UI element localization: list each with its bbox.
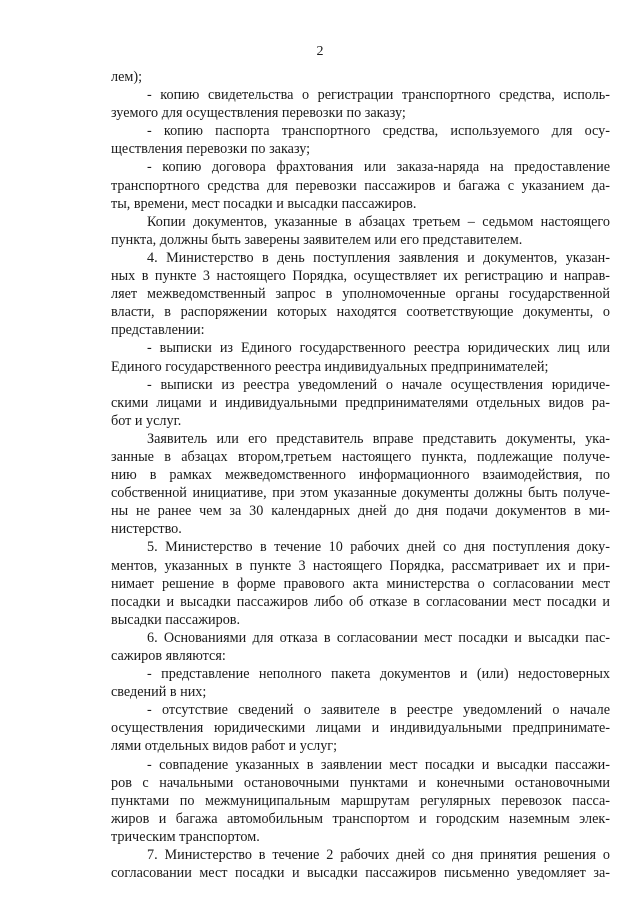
paragraph-line: транспортного средства для перевозки пассажиров и багажа с указанием да- <box>111 177 610 194</box>
paragraph-line: Заявитель или его представитель вправе представить документы, ука- <box>147 430 610 447</box>
paragraph-line: ментов, указанных в пункте 3 настоящего Порядка, рассматривает их и при- <box>111 557 610 574</box>
paragraph-line: - копию свидетельства о регистрации транспортного средства, исполь- <box>147 87 610 104</box>
paragraph <box>111 430 610 539</box>
paragraph-line: ных в пункте 3 настоящего Порядка, осуществляет их регистрацию и направ- <box>111 268 610 285</box>
paragraph-line: нимает решение в форме правового акта министерства о согласовании мест <box>111 575 610 592</box>
paragraph-line: 7. Министерство в течение 2 рабочих дней со дня принятия решения о <box>147 847 610 864</box>
paragraph-line: зуемого для осуществления перевозки по заказу; <box>111 105 406 122</box>
paragraph-line: Единого государственного реестра индивидуальных предпринимателей; <box>111 358 549 375</box>
paragraph-line: - копию паспорта транспортного средства, используемого для осу- <box>147 123 610 140</box>
paragraph <box>111 158 610 212</box>
paragraph <box>111 701 610 755</box>
paragraph-line: пунктами по межмуниципальным маршрутам регулярных перевозок пасса- <box>111 792 610 809</box>
paragraph-line: - отсутствие сведений о заявителе в реестре уведомлений о начале <box>147 702 610 719</box>
paragraph <box>111 213 610 249</box>
paragraph-line: пункта, должны быть заверены заявителем или его представителем. <box>111 231 523 248</box>
paragraph-line: согласовании мест посадки и высадки пассажиров письменно уведомляет за- <box>111 865 610 882</box>
paragraph-line: 4. Министерство в день поступления заявления и документов, указан- <box>147 249 610 266</box>
paragraph-line: бот и услуг. <box>111 412 182 429</box>
paragraph-line: ны не ранее чем за 30 календарных дней до дня подачи документов в ми- <box>111 503 610 520</box>
paragraph-line: 6. Основаниями для отказа в согласовании мест посадки и высадки пас- <box>147 629 610 646</box>
paragraph-line: - совпадение указанных в заявлении мест посадки и высадки пассажи- <box>147 756 610 773</box>
paragraph-line: сажиров являются: <box>111 648 226 664</box>
paragraph <box>111 629 610 665</box>
paragraph <box>111 376 610 430</box>
document-body <box>111 68 610 882</box>
paragraph <box>111 122 610 158</box>
paragraph-line: трическим транспортом. <box>111 828 260 845</box>
paragraph <box>111 665 610 701</box>
paragraph <box>111 86 610 122</box>
paragraph-line: нистерство. <box>111 521 182 538</box>
paragraph-line: 5. Министерство в течение 10 рабочих дней со дня поступления доку- <box>147 539 610 556</box>
paragraph <box>111 339 610 375</box>
paragraph-line: - выписки из реестра уведомлений о начале осуществления юридиче- <box>147 376 610 393</box>
paragraph-line: власти, в распоряжении которых находятся соответствующие документы, о <box>111 304 610 321</box>
paragraph-line: представлении: <box>111 322 205 339</box>
paragraph-line: высадки пассажиров. <box>111 611 241 628</box>
paragraph <box>111 846 610 882</box>
paragraph-line: ляет межведомственный запрос в уполномоченные органы государственной <box>111 286 610 303</box>
paragraph-line: - выписки из Единого государственного реестра юридических лиц или <box>147 340 610 357</box>
paragraph-line: Копии документов, указанные в абзацах третьем – седьмом настоящего <box>147 213 610 230</box>
paragraph-line: - копию договора фрахтования или заказа-наряда на предоставление <box>147 159 610 176</box>
paragraph-line: лем); <box>111 69 143 85</box>
paragraph-line: ты, времени, мест посадки и высадки пассажиров. <box>111 195 417 212</box>
paragraph <box>111 756 610 846</box>
paragraph-line: жиров и багажа автомобильным транспортом и городским наземным элек- <box>111 810 610 827</box>
paragraph-line: - представление неполного пакета документов и (или) недостоверных <box>147 666 610 683</box>
paragraph <box>111 249 610 339</box>
paragraph-line: ществления перевозки по заказу; <box>111 141 311 158</box>
paragraph-line: нию в рамках межведомственного информационного взаимодействия, по <box>111 467 610 484</box>
paragraph-line: ров с начальными остановочными пунктами и конечными остановочными <box>111 774 610 791</box>
paragraph <box>111 538 610 628</box>
paragraph-line: занные в абзацах втором,третьем настоящего пункта, подлежащие получе- <box>111 448 610 465</box>
paragraph-line: лями отдельных видов работ и услуг; <box>111 738 338 755</box>
paragraph-line: скими лицами и индивидуальными предпринимателями отдельных видов ра- <box>111 394 610 411</box>
paragraph-line: осуществления юридическими лицами и индивидуальными предпринимате- <box>111 720 610 737</box>
paragraph-line: посадки и высадки пассажиров либо об отказе в согласовании мест посадки и <box>111 593 610 610</box>
paragraph-line: собственной инициативе, при этом указанные документы должны быть получе- <box>111 485 610 502</box>
paragraph-line: сведений в них; <box>111 684 207 701</box>
paragraph <box>111 68 610 86</box>
page-number: 2 <box>316 44 324 59</box>
